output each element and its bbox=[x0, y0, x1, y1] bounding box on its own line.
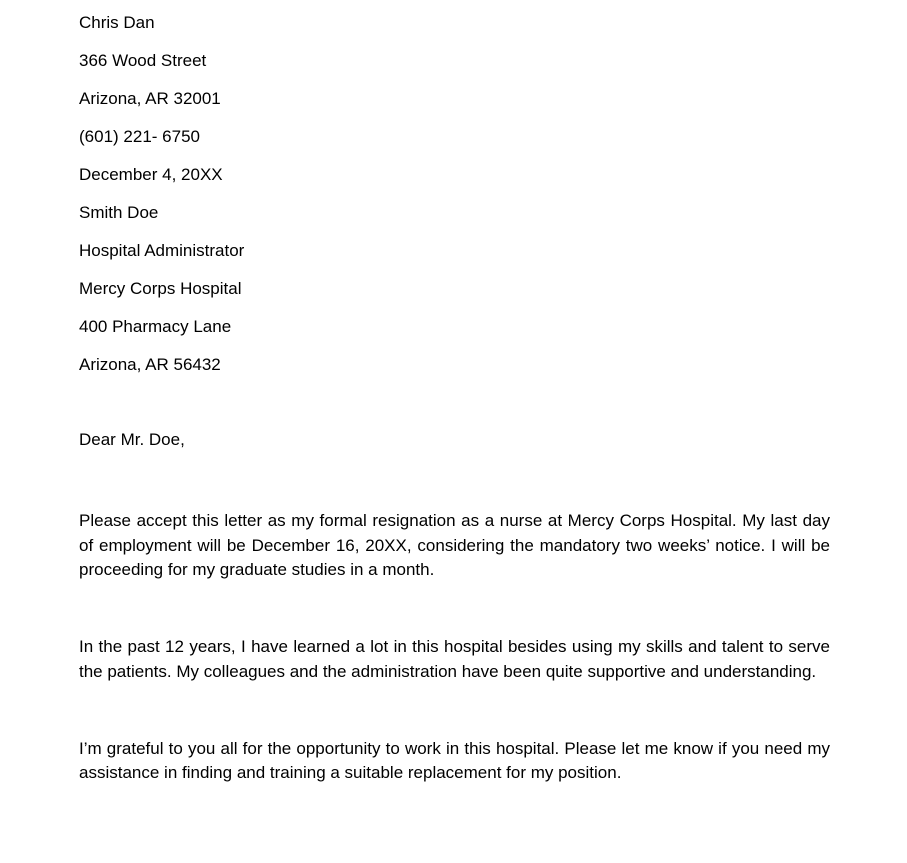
recipient-organization: Mercy Corps Hospital bbox=[79, 279, 242, 298]
sender-name: Chris Dan bbox=[79, 13, 155, 32]
recipient-name: Smith Doe bbox=[79, 203, 159, 222]
body-paragraph-3: I’m grateful to you all for the opportunity to work in this hospital. Please let me know if you need my assistance in finding and training a suitable replacement for my position. bbox=[79, 738, 830, 783]
body-paragraph-1: Please accept this letter as my formal resignation as a nurse at Mercy Corps Hospital. My last day of employment will be December 16, 20XX, considering the mandatory two weeks’ notice. I will be proceeding for my graduate studies in a month. bbox=[79, 511, 830, 580]
letter-date: December 4, 20XX bbox=[79, 165, 223, 184]
sender-phone: (601) 221- 6750 bbox=[79, 127, 200, 146]
sender-street: 366 Wood Street bbox=[79, 51, 207, 70]
recipient-street: 400 Pharmacy Lane bbox=[79, 317, 232, 336]
sender-block bbox=[79, 13, 830, 185]
recipient-city-state-zip: Arizona, AR 56432 bbox=[79, 355, 221, 374]
salutation: Dear Mr. Doe, bbox=[79, 430, 185, 449]
letter-body bbox=[79, 509, 830, 786]
recipient-block bbox=[79, 203, 830, 375]
body-paragraph-2: In the past 12 years, I have learned a lot in this hospital besides using my skills and talent to serve the patients. My colleagues and the administration have been quite supportive and understanding. bbox=[79, 637, 830, 681]
sender-city-state-zip: Arizona, AR 32001 bbox=[79, 89, 221, 108]
recipient-title: Hospital Administrator bbox=[79, 241, 245, 260]
